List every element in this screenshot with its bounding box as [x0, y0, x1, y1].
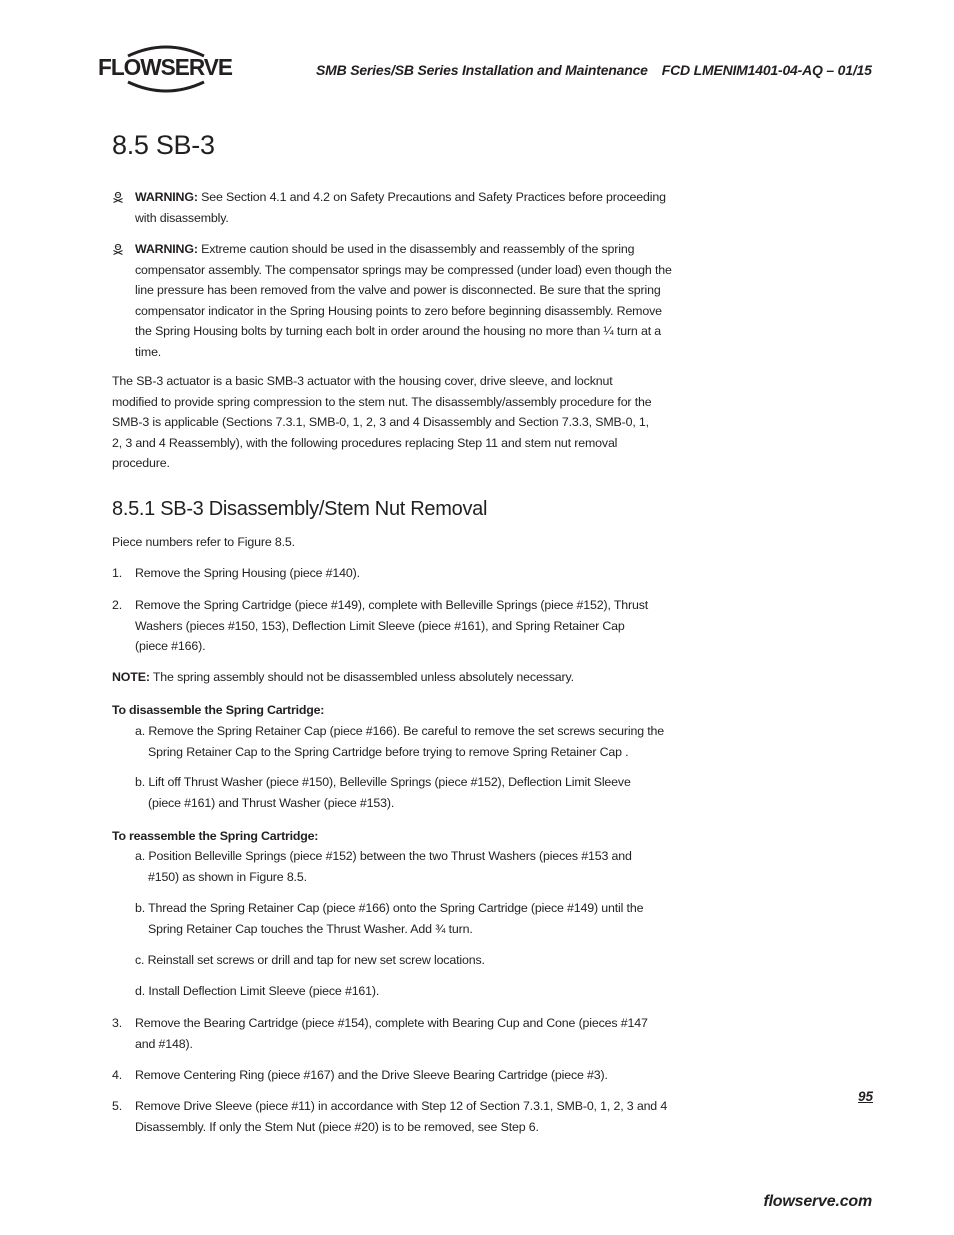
footer-url[interactable]: flowserve.com — [763, 1193, 872, 1210]
disassemble-item-a: a. Remove the Spring Retainer Cap (piece #166). Be careful to remove the set screws securing the Spring Retainer Cap to the Spring Cartridge before trying to remove Spring Retainer Cap . — [135, 724, 664, 759]
warning-label: WARNING: — [135, 190, 198, 204]
step-text: Remove the Bearing Cartridge (piece #154), complete with Bearing Cup and Cone (pieces #147 and #148). — [135, 1016, 648, 1051]
warning-label: WARNING: — [135, 242, 198, 256]
step-1 — [112, 563, 672, 584]
step-number: 4. — [112, 1068, 123, 1082]
step-4 — [112, 1065, 672, 1086]
step-text: Remove the Spring Housing (piece #140). — [135, 566, 360, 580]
step-text: Remove Drive Sleeve (piece #11) in accordance with Step 12 of Section 7.3.1, SMB-0, 1, 2, 3 and 4 Disassembly. If only the Stem Nut (piece #20) is to be removed, see Step 6. — [135, 1099, 668, 1134]
disassemble-item-b: b. Lift off Thrust Washer (piece #150), Belleville Springs (piece #152), Deflection Limit Sleeve (piece #161) and Thrust Washer (piece #153). — [135, 775, 631, 810]
step-3 — [112, 1013, 660, 1054]
intro-paragraph: The SB-3 actuator is a basic SMB-3 actuator with the housing cover, drive sleeve, and locknut modified to provide spring compression to the stem nut. The disassembly/assembly procedure for the SMB-3 is applicable (Sections 7.3.1, SMB-0, 1, 2, 3 and 4 Disassembly and Section 7.3.3, SMB-0, 1, 2, 3 and 4 Reassembly), with the following procedures replacing Step 11 and stem nut removal procedure. — [112, 374, 652, 470]
subsection-title: 8.5.1 SB-3 Disassembly/Stem Nut Removal — [112, 498, 488, 520]
logo-wordmark: FLOWSERVE — [98, 54, 233, 80]
warning-1 — [112, 187, 672, 228]
warning-text: Extreme caution should be used in the disassembly and reassembly of the spring compensator assembly. The compensator springs may be compressed (under load) even though the line pressure has been removed from the valve and power is disconnected. Be sure that the spring compensator indicator in the Spring Housing points to zero before beginning disassembly. Remove the Spring Housing bolts by turning each bolt in order around the housing no more than ¼ turn at a time. — [135, 242, 672, 359]
step-5 — [112, 1096, 672, 1137]
header-doc-code: FCD LMENIM1401-04-AQ – 01/15 — [661, 62, 872, 78]
warning-2 — [112, 239, 672, 362]
flowserve-logo — [96, 40, 238, 96]
reassemble-item-b: b. Thread the Spring Retainer Cap (piece #166) onto the Spring Cartridge (piece #149) until the Spring Retainer Cap touches the Thrust Washer. Add ¾ turn. — [135, 901, 644, 936]
section-title: 8.5 SB-3 — [112, 130, 215, 160]
header-title: SMB Series/SB Series Installation and Maintenance — [316, 62, 648, 78]
step-number: 5. — [112, 1099, 123, 1113]
step-number: 2. — [112, 598, 123, 612]
skull-crossbones-icon — [112, 243, 124, 255]
document-header — [316, 62, 876, 78]
skull-crossbones-icon — [112, 191, 124, 203]
step-2 — [112, 595, 660, 657]
step-number: 1. — [112, 566, 123, 580]
step-text: Remove the Spring Cartridge (piece #149), complete with Belleville Springs (piece #152), Thrust Washers (pieces #150, 153), Deflection Limit Sleeve (piece #161), and Spring Retainer Cap (piece #166). — [135, 598, 649, 653]
reassemble-item-d: d. Install Deflection Limit Sleeve (piece #161). — [135, 984, 380, 998]
note — [112, 667, 672, 688]
piece-note: Piece numbers refer to Figure 8.5. — [112, 535, 295, 549]
page-number: 95 — [858, 1089, 874, 1104]
note-text: The spring assembly should not be disassembled unless absolutely necessary. — [152, 670, 574, 684]
reassemble-item-a: a. Position Belleville Springs (piece #152) between the two Thrust Washers (pieces #153 and #150) as shown in Figure 8.5. — [135, 849, 632, 884]
reassemble-item-c: c. Reinstall set screws or drill and tap for new set screw locations. — [135, 953, 485, 967]
note-label: NOTE: — [112, 670, 150, 684]
step-number: 3. — [112, 1016, 123, 1030]
warning-text: See Section 4.1 and 4.2 on Safety Precautions and Safety Practices before proceeding with disassembly. — [135, 190, 666, 225]
step-text: Remove Centering Ring (piece #167) and the Drive Sleeve Bearing Cartridge (piece #3). — [135, 1068, 608, 1082]
disassemble-title: To disassemble the Spring Cartridge: — [112, 703, 325, 717]
reassemble-title: To reassemble the Spring Cartridge: — [112, 829, 319, 843]
